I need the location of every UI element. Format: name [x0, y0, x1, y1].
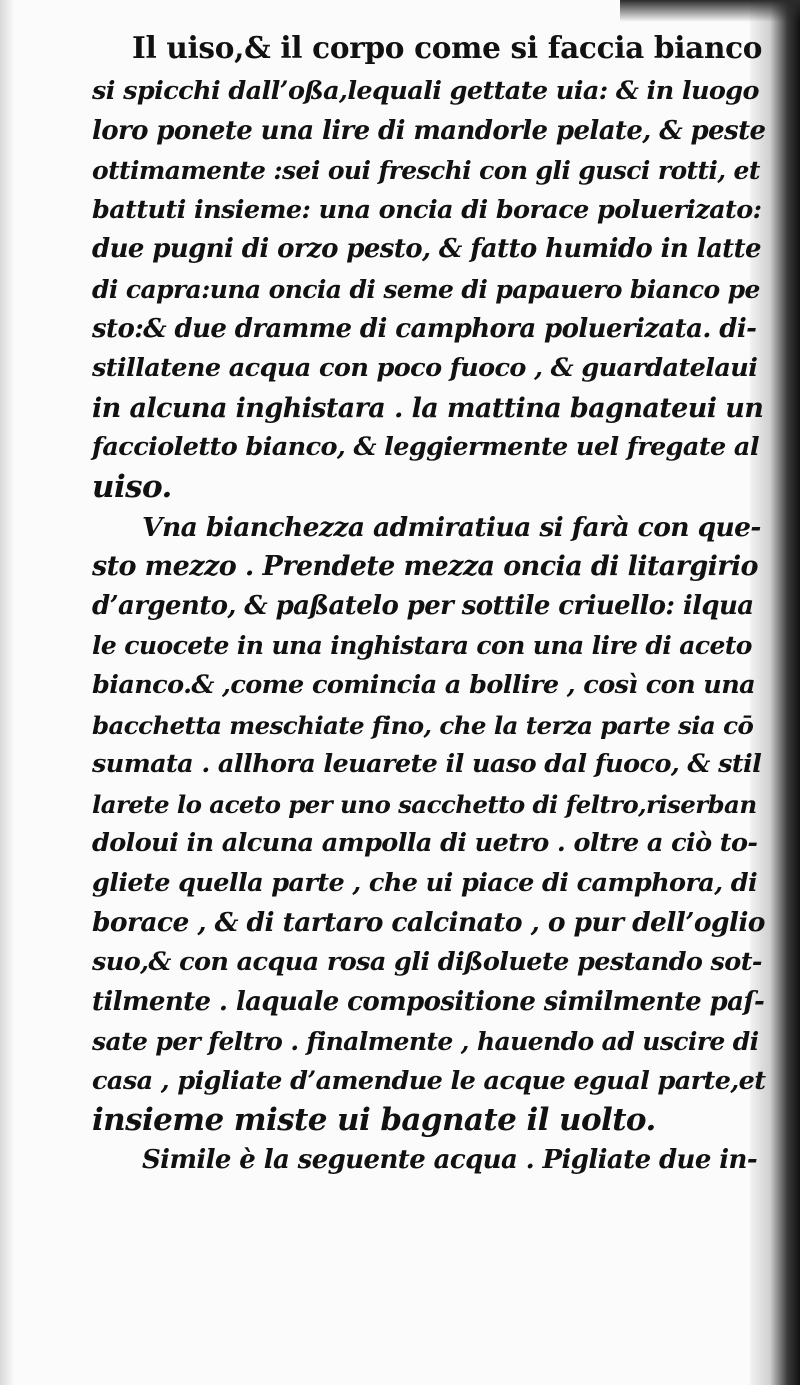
text-line: uiso. — [92, 468, 172, 505]
text-line: bianco.& ,come comincia a bollire , così con una — [92, 669, 756, 700]
page-corner-shadow — [620, 0, 800, 22]
text-line: borace , & di tartaro calcinato , o pur dell’oglio — [92, 907, 765, 939]
text-line: insieme miste ui bagnate il uolto. — [92, 1102, 656, 1139]
gutter-shadow — [0, 0, 14, 1385]
text-line: gliete quella parte , che ui piace di camphora, di — [92, 867, 758, 898]
text-line: doloui in alcuna ampolla di uetro . oltre a ciò to- — [92, 828, 758, 859]
text-line: larete lo aceto per uno sacchetto di feltro,riserban — [92, 789, 757, 819]
text-line: casa , pigliate d’amendue le acque egual parte,et — [92, 1065, 766, 1096]
page-text — [92, 24, 764, 1181]
text-line: faccioletto bianco, & leggiermente uel fregate al — [92, 432, 759, 463]
text-line: ottimamente :sei oui freschi con gli gusci rotti, et — [92, 156, 760, 186]
text-line: sto mezzo . Prendete mezza oncia di litargirio — [92, 551, 758, 583]
text-line: si spicchi dall’oßa,lequali gettate uia: & in luogo — [92, 76, 759, 106]
text-line: stillatene acqua con poco fuoco , & guardatelaui — [92, 353, 758, 384]
text-line: due pugni di orzo pesto, & fatto humido in latte — [92, 234, 761, 265]
running-heading: Il uiso,& il corpo come si faccia bianco — [132, 30, 763, 65]
paragraph-start-line: Vna bianchezza admiratiua si farà con que- — [142, 511, 761, 543]
text-line: le cuocete in una inghistara con una lire di aceto — [92, 631, 752, 661]
text-line: sto:& due dramme di camphora poluerizata. di- — [92, 313, 757, 344]
text-line: sumata . allhora leuarete il uaso dal fuoco, & stil — [92, 749, 762, 780]
text-line: loro ponete una lire di mandorle pelate, & peste — [92, 115, 766, 146]
text-line: di capra:una oncia di seme di papauero bianco pe — [92, 274, 760, 304]
text-line: battuti insieme: una oncia di borace poluerizato: — [92, 194, 762, 225]
text-line: in alcuna inghistara . la mattina bagnateui un — [92, 392, 764, 424]
text-line: sate per feltro . finalmente , hauendo ad uscire di — [92, 1027, 759, 1057]
text-line: d’argento, & paßatelo per sottile criuello: ilqua — [92, 590, 754, 621]
text-line: suo,& con acqua rosa gli dißoluete pestando sot- — [92, 947, 762, 978]
text-line: tilmente . laquale compositione similmente paſ- — [92, 986, 765, 1017]
paragraph-start-line: Simile è la seguente acqua . Pigliate due in- — [142, 1145, 758, 1176]
text-line: bacchetta meschiate fino, che la terza parte sia cō — [92, 710, 754, 740]
